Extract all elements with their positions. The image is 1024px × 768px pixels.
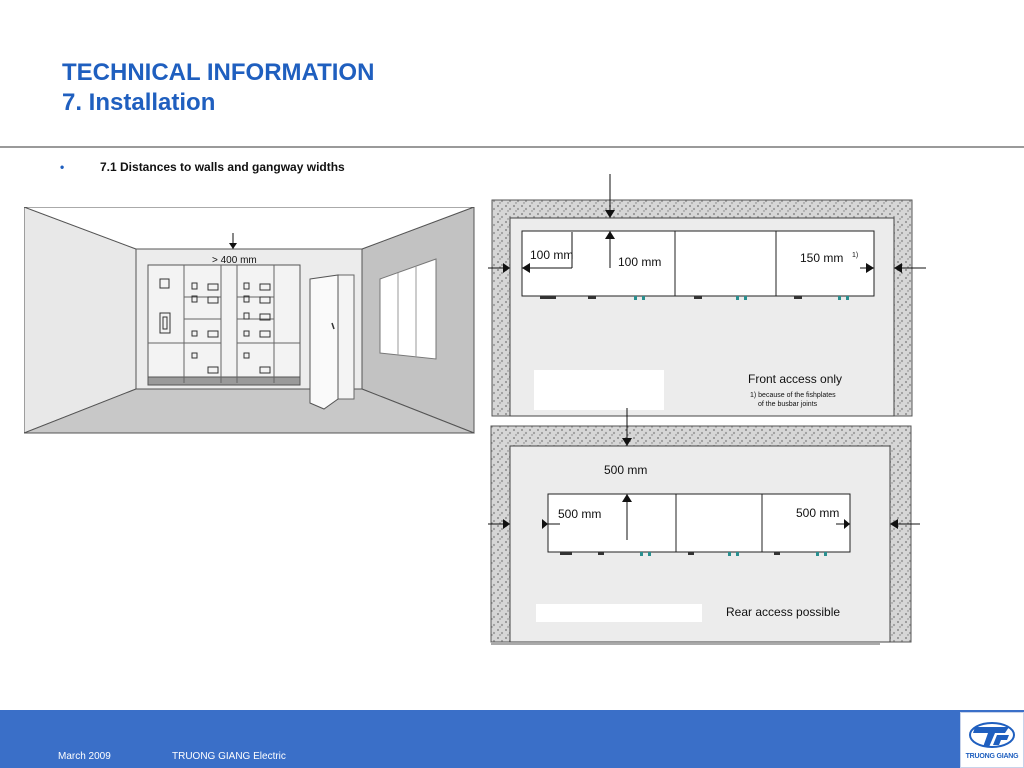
room-diagram — [24, 207, 476, 444]
plan-diagrams — [488, 172, 928, 657]
bullet-item — [60, 160, 345, 174]
room-illustration — [24, 207, 476, 439]
company-logo — [960, 712, 1024, 768]
front-footnote-line2: of the busbar joints — [758, 401, 818, 408]
logo-text: TRUONG GIANG — [965, 753, 1019, 760]
logo-mark-icon — [961, 713, 1023, 753]
front-left-gap-label: 100 mm — [530, 248, 574, 262]
front-access-caption: Front access only — [748, 372, 843, 386]
rear-left-gap-label: 500 mm — [558, 507, 602, 521]
front-top-gap-label: 100 mm — [618, 255, 662, 269]
rear-right-gap-label: 500 mm — [796, 506, 840, 520]
slide-title-line2: 7. Installation — [62, 89, 216, 116]
plan-illustration — [488, 172, 928, 652]
rear-access-caption: Rear access possible — [726, 605, 841, 619]
bullet-dot-icon: • — [60, 160, 65, 174]
title-divider — [0, 146, 1024, 148]
slide-title-line1: TECHNICAL INFORMATION — [62, 59, 375, 86]
footer-bar — [0, 710, 1024, 768]
rear-access-plan — [488, 408, 920, 644]
bullet-text: 7.1 Distances to walls and gangway widths — [100, 160, 345, 174]
front-right-gap-footnote-mark: 1) — [852, 252, 859, 259]
slide-title — [62, 58, 374, 118]
front-footnote-line1: 1) because of the fishplates — [750, 392, 836, 399]
footer-company: TRUONG GIANG Electric — [172, 751, 286, 762]
front-access-plan — [488, 174, 926, 416]
front-right-gap-label: 150 mm — [800, 251, 844, 265]
rear-top-gap-label: 500 mm — [604, 463, 648, 477]
room-clearance-label: > 400 mm — [212, 255, 257, 266]
footer-date: March 2009 — [58, 751, 111, 762]
